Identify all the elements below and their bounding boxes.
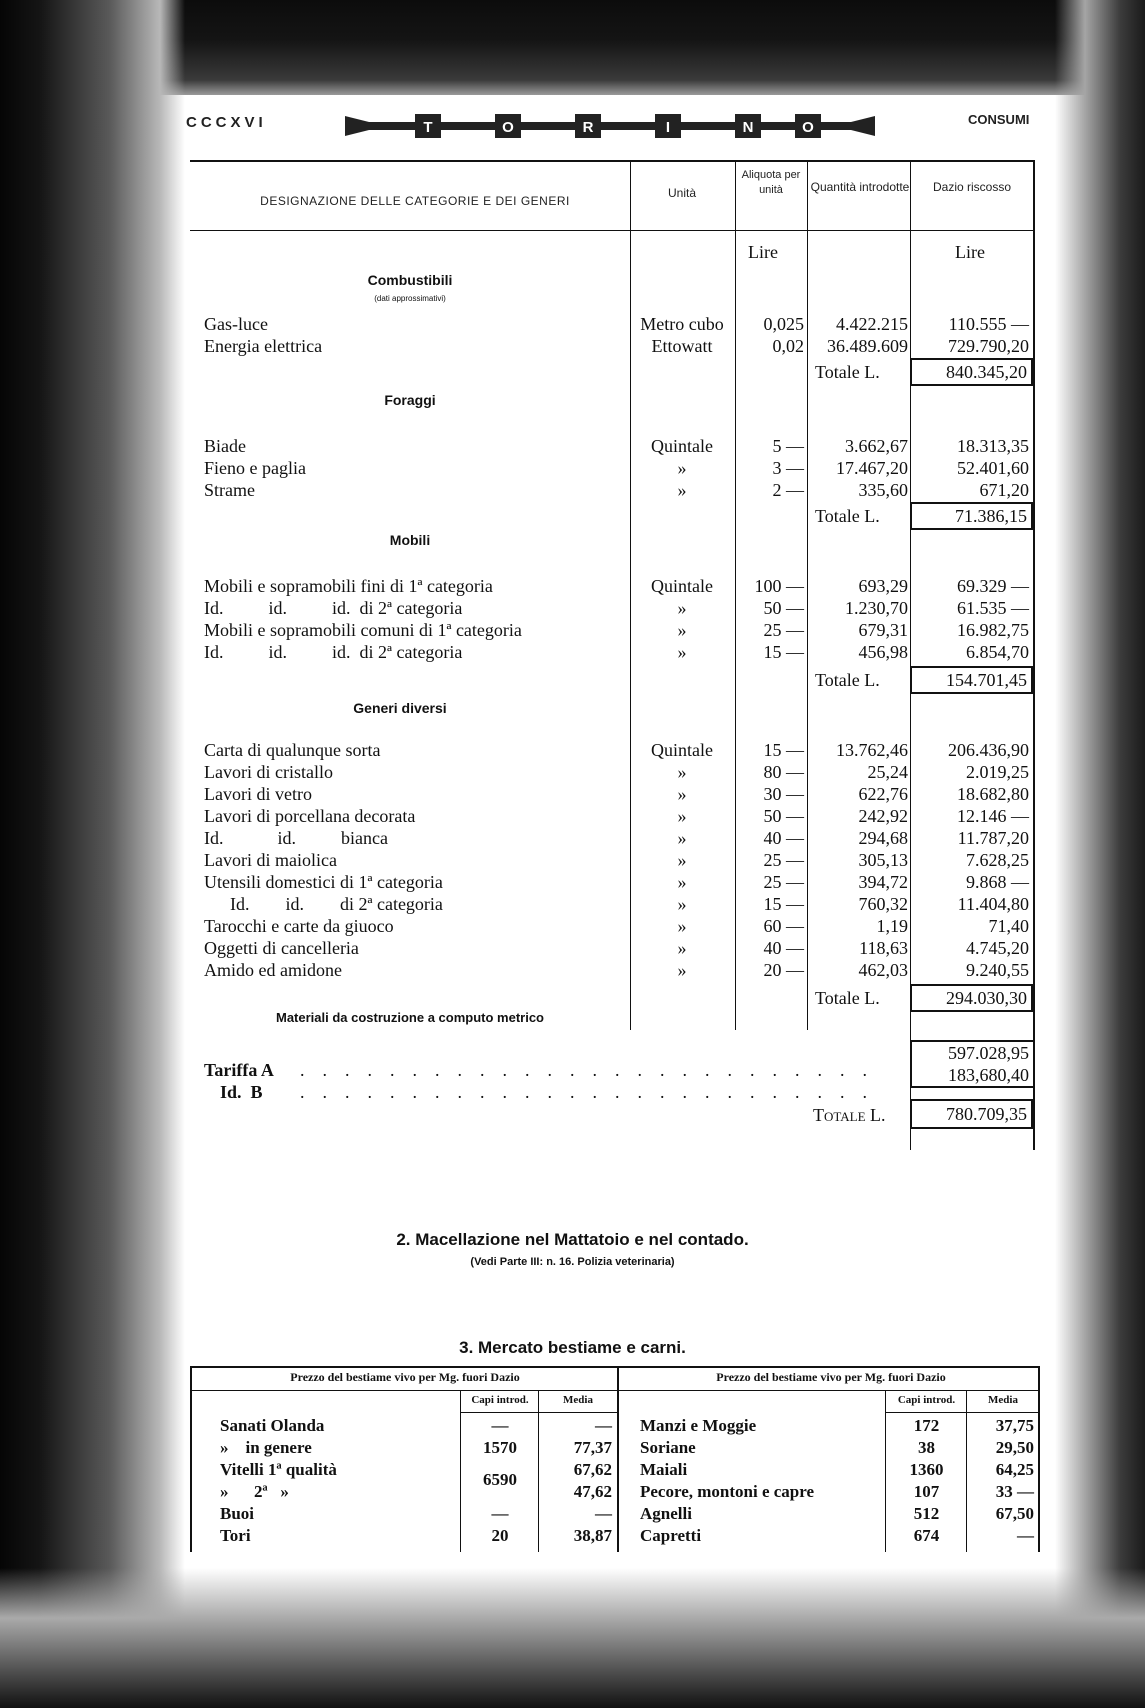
- market-row-media: 38,87: [573, 1526, 612, 1545]
- row-label: Mobili e sopramobili comuni di 1ª categoria: [204, 620, 522, 640]
- row-label: Strame: [204, 480, 255, 500]
- market-left-rule: [190, 1366, 192, 1552]
- row-qty: 25,24: [867, 762, 908, 782]
- row-duty: 110.555 —: [948, 314, 1029, 334]
- row-qty: 622,76: [858, 784, 908, 804]
- row-duty: 16.982,75: [957, 620, 1029, 640]
- row-rate: 25 —: [763, 620, 804, 640]
- row-qty: 294,68: [858, 828, 908, 848]
- market-row-capi: 38: [918, 1438, 935, 1457]
- materiali-values-box: [910, 1040, 1033, 1088]
- ornament-letter: O: [802, 119, 814, 136]
- row-duty: 12.146 —: [957, 806, 1029, 826]
- row-qty: 462,03: [858, 960, 908, 980]
- row-unit: Quintale: [651, 436, 713, 456]
- market-row-capi: 674: [913, 1526, 940, 1545]
- market-row-capi: 512: [913, 1504, 940, 1523]
- row-rate: 3 —: [772, 458, 804, 478]
- row-qty: 693,29: [858, 576, 908, 596]
- row-rate: 50 —: [763, 598, 804, 618]
- market-row-media: —: [1017, 1526, 1034, 1545]
- row-rate: 100 —: [754, 576, 804, 596]
- market-row-name: » in genere: [220, 1438, 312, 1457]
- currency-rate: Lire: [748, 242, 778, 262]
- row-duty: 597.028,95: [948, 1043, 1029, 1063]
- market-right-sub-rule: [885, 1412, 1040, 1413]
- row-unit: »: [677, 960, 687, 980]
- row-unit: »: [677, 784, 687, 804]
- col-rule-1: [630, 160, 631, 1030]
- market-row-name: Pecore, montoni e capre: [640, 1482, 815, 1501]
- row-label: Lavori di maiolica: [204, 850, 337, 870]
- row-unit: »: [677, 642, 687, 662]
- row-duty: 6.854,70: [966, 642, 1029, 662]
- total-combustibili: 840.345,20: [910, 358, 1033, 386]
- section-mobili: Mobili: [389, 532, 431, 548]
- market-row-media: 33 —: [995, 1482, 1034, 1501]
- header-ornament: [345, 112, 875, 140]
- row-label: Utensili domestici di 1ª categoria: [204, 872, 443, 892]
- market-right-col-rule-2: [966, 1390, 967, 1552]
- row-label: Id. id. id. di 2ª categoria: [204, 642, 463, 662]
- market-row-capi: 20: [491, 1526, 509, 1545]
- total-generi-diversi: 294.030,30: [910, 984, 1033, 1012]
- row-rate: 80 —: [763, 762, 804, 782]
- market-row-media: 77,37: [573, 1438, 612, 1457]
- table-header-rule: [190, 230, 1035, 231]
- row-rate: 30 —: [763, 784, 804, 804]
- row-duty: 9.868 —: [966, 872, 1029, 892]
- row-qty: 1.230,70: [845, 598, 908, 618]
- row-duty: 206.436,90: [948, 740, 1029, 760]
- section-label: CONSUMI: [968, 112, 1030, 127]
- row-label: Id. id. di 2ª categoria: [230, 894, 443, 914]
- market-row-media: 67,50: [995, 1504, 1034, 1523]
- row-rate: 15 —: [763, 894, 804, 914]
- row-label: Id. B: [220, 1082, 263, 1102]
- market-row-name: Tori: [220, 1526, 251, 1545]
- row-rate: 25 —: [763, 850, 804, 870]
- row-unit: Ettowatt: [651, 336, 713, 356]
- section2-title: 2. Macellazione nel Mattatoio e nel contado.: [396, 1230, 749, 1249]
- market-left-sub-rule: [460, 1412, 618, 1413]
- row-duty: 71,40: [988, 916, 1029, 936]
- section-combustibili: Combustibili: [367, 272, 453, 288]
- page-number: CCCXVI: [186, 114, 267, 131]
- market-row-media: 64,25: [995, 1460, 1034, 1479]
- row-duty: 671,20: [979, 480, 1029, 500]
- market-row-name: Sanati Olanda: [220, 1416, 325, 1435]
- row-unit: »: [677, 894, 687, 914]
- row-label: Fieno e paglia: [204, 458, 306, 478]
- total-label: Totale L.: [815, 362, 880, 382]
- row-qty: 1,19: [876, 916, 908, 936]
- section-generi-diversi: Generi diversi: [353, 700, 447, 716]
- row-duty: 18.682,80: [957, 784, 1029, 804]
- row-qty: 4.422.215: [836, 314, 908, 334]
- row-unit: »: [677, 762, 687, 782]
- total-foraggi: 71.386,15: [910, 502, 1033, 530]
- market-row-name: Buoi: [220, 1504, 255, 1523]
- row-label: Id. id. id. di 2ª categoria: [204, 598, 463, 618]
- market-row-name: Soriane: [640, 1438, 696, 1457]
- col-unit-header: Unità: [667, 186, 696, 200]
- row-rate: 2 —: [772, 480, 804, 500]
- row-rate: 15 —: [763, 642, 804, 662]
- section-materiali: Materiali da costruzione a computo metrico: [276, 1010, 544, 1025]
- row-unit: »: [677, 850, 687, 870]
- row-unit: »: [677, 480, 687, 500]
- market-row-name: » 2ª »: [220, 1482, 289, 1501]
- market-row-capi: 1570: [483, 1438, 517, 1457]
- total-label: Totale L.: [815, 670, 880, 690]
- section-foraggi: Foraggi: [384, 392, 436, 408]
- ornament-letter: R: [582, 119, 594, 136]
- market-row-name: Manzi e Moggie: [640, 1416, 757, 1435]
- ornament-letter: T: [423, 119, 433, 136]
- row-rate: 60 —: [763, 916, 804, 936]
- row-duty: 11.404,80: [957, 894, 1029, 914]
- ornament-letter: N: [742, 119, 754, 136]
- market-row-media: —: [595, 1504, 612, 1523]
- row-unit: »: [677, 938, 687, 958]
- market-row-capi: 6590: [483, 1470, 517, 1489]
- section3-title: 3. Mercato bestiame e carni.: [459, 1338, 686, 1357]
- table-right-rule: [1033, 160, 1035, 1150]
- total-mobili: 154.701,45: [910, 666, 1033, 694]
- row-rate: 40 —: [763, 938, 804, 958]
- row-label: Lavori di vetro: [204, 784, 312, 804]
- row-rate: 50 —: [763, 806, 804, 826]
- row-unit: »: [677, 806, 687, 826]
- row-label: Carta di qualunque sorta: [204, 740, 381, 760]
- section2-subtitle: (Vedi Parte III: n. 16. Polizia veterinaria): [470, 1256, 675, 1268]
- market-left-col-capi: Capi introd.: [471, 1394, 529, 1406]
- row-label: Energia elettrica: [204, 336, 323, 356]
- total-label: Totale L.: [815, 988, 880, 1008]
- row-rate: 25 —: [763, 872, 804, 892]
- market-row-name: Capretti: [640, 1526, 702, 1545]
- market-right-header: Prezzo del bestiame vivo per Mg. fuori Dazio: [716, 1370, 946, 1384]
- table-top-rule: [190, 160, 1035, 162]
- total-label: Totale L.: [815, 506, 880, 526]
- row-unit: »: [677, 620, 687, 640]
- market-row-media: 67,62: [573, 1460, 612, 1479]
- row-qty: 335,60: [858, 480, 908, 500]
- row-label: Tariffa A: [204, 1060, 274, 1080]
- market-row-capi: —: [491, 1504, 509, 1523]
- row-rate: 15 —: [763, 740, 804, 760]
- col-rule-2: [735, 160, 736, 1030]
- row-rate: 0,025: [763, 314, 804, 334]
- market-right-col-capi: Capi introd.: [897, 1394, 956, 1406]
- col-quantity-header: Quantità introdotte: [810, 180, 910, 194]
- row-qty: 13.762,46: [836, 740, 908, 760]
- row-rate: 40 —: [763, 828, 804, 848]
- row-unit: »: [677, 598, 687, 618]
- market-right-col-rule-1: [885, 1390, 886, 1552]
- row-unit: »: [677, 828, 687, 848]
- row-qty: 394,72: [858, 872, 908, 892]
- market-row-media: 37,75: [995, 1416, 1034, 1435]
- leader-dots: ..........................: [300, 1060, 885, 1080]
- row-qty: 760,32: [858, 894, 908, 914]
- market-row-capi: 1360: [909, 1460, 944, 1479]
- market-row-capi: —: [491, 1416, 509, 1435]
- currency-duty: Lire: [955, 242, 985, 262]
- col-duty-header: Dazio riscosso: [932, 180, 1012, 194]
- row-rate: 0,02: [772, 336, 804, 356]
- row-label: Lavori di cristallo: [204, 762, 333, 782]
- market-right-rule: [1038, 1366, 1040, 1552]
- row-unit: »: [677, 458, 687, 478]
- market-left-header: Prezzo del bestiame vivo per Mg. fuori Dazio: [290, 1370, 520, 1384]
- row-label: Id. id. bianca: [204, 828, 388, 848]
- row-duty: 4.745,20: [966, 938, 1029, 958]
- row-label: Tarocchi e carte da giuoco: [204, 916, 394, 936]
- row-rate: 20 —: [763, 960, 804, 980]
- row-duty: 61.535 —: [957, 598, 1029, 618]
- market-top-rule: [190, 1366, 1040, 1368]
- row-unit: Quintale: [651, 576, 713, 596]
- market-row-media: 29,50: [995, 1438, 1034, 1457]
- grand-total-label: Totale L.: [813, 1105, 886, 1125]
- row-label: Biade: [204, 436, 246, 456]
- row-qty: 36.489.609: [827, 336, 908, 356]
- section-combustibili-note: (dati approssimativi): [374, 294, 446, 303]
- row-duty: 18.313,35: [957, 436, 1029, 456]
- market-row-name: Agnelli: [640, 1504, 692, 1523]
- row-duty: 9.240,55: [966, 960, 1029, 980]
- row-label: Oggetti di cancelleria: [204, 938, 359, 958]
- market-header-rule: [190, 1390, 1040, 1391]
- row-duty: 69.329 —: [957, 576, 1029, 596]
- ornament-letter: O: [502, 119, 514, 136]
- col-designation-header: DESIGNAZIONE DELLE CATEGORIE E DEI GENERI: [260, 194, 570, 208]
- row-qty: 17.467,20: [836, 458, 908, 478]
- row-duty: 11.787,20: [957, 828, 1029, 848]
- row-rate: 5 —: [772, 436, 804, 456]
- row-duty: 2.019,25: [966, 762, 1029, 782]
- row-duty: 183,680,40: [948, 1065, 1029, 1085]
- row-duty: 7.628,25: [966, 850, 1029, 870]
- market-left-col-rule-2: [538, 1390, 539, 1552]
- row-qty: 456,98: [858, 642, 908, 662]
- row-duty: 52.401,60: [957, 458, 1029, 478]
- market-left-col-rule-1: [460, 1390, 461, 1552]
- row-qty: 118,63: [859, 938, 908, 958]
- market-right-col-media: Media: [988, 1394, 1018, 1406]
- row-qty: 3.662,67: [845, 436, 908, 456]
- market-left-col-media: Media: [563, 1394, 593, 1406]
- market-row-capi: 107: [913, 1482, 940, 1501]
- market-table: [190, 1366, 1040, 1556]
- row-unit: »: [677, 872, 687, 892]
- leader-dots: ..........................: [300, 1082, 885, 1102]
- row-label: Gas-luce: [204, 314, 268, 334]
- market-row-name: Maiali: [640, 1460, 688, 1479]
- row-qty: 679,31: [858, 620, 908, 640]
- grand-total: 780.709,35: [910, 1099, 1033, 1129]
- row-qty: 242,92: [858, 806, 908, 826]
- market-row-media: 47,62: [573, 1482, 612, 1501]
- col-rate-header: Aliquota per unità: [741, 169, 801, 196]
- market-row-capi: 172: [913, 1416, 940, 1435]
- row-qty: 305,13: [858, 850, 908, 870]
- row-label: Lavori di porcellana decorata: [204, 806, 416, 826]
- row-unit: Quintale: [651, 740, 713, 760]
- row-duty: 729.790,20: [948, 336, 1029, 356]
- row-unit: »: [677, 916, 687, 936]
- row-unit: Metro cubo: [640, 314, 724, 334]
- row-label: Amido ed amidone: [204, 960, 342, 980]
- market-row-media: —: [595, 1416, 612, 1435]
- ornament-letter: I: [665, 119, 671, 136]
- market-row-name: Vitelli 1ª qualità: [220, 1460, 337, 1479]
- row-label: Mobili e sopramobili fini di 1ª categoria: [204, 576, 493, 596]
- market-mid-rule: [617, 1366, 619, 1552]
